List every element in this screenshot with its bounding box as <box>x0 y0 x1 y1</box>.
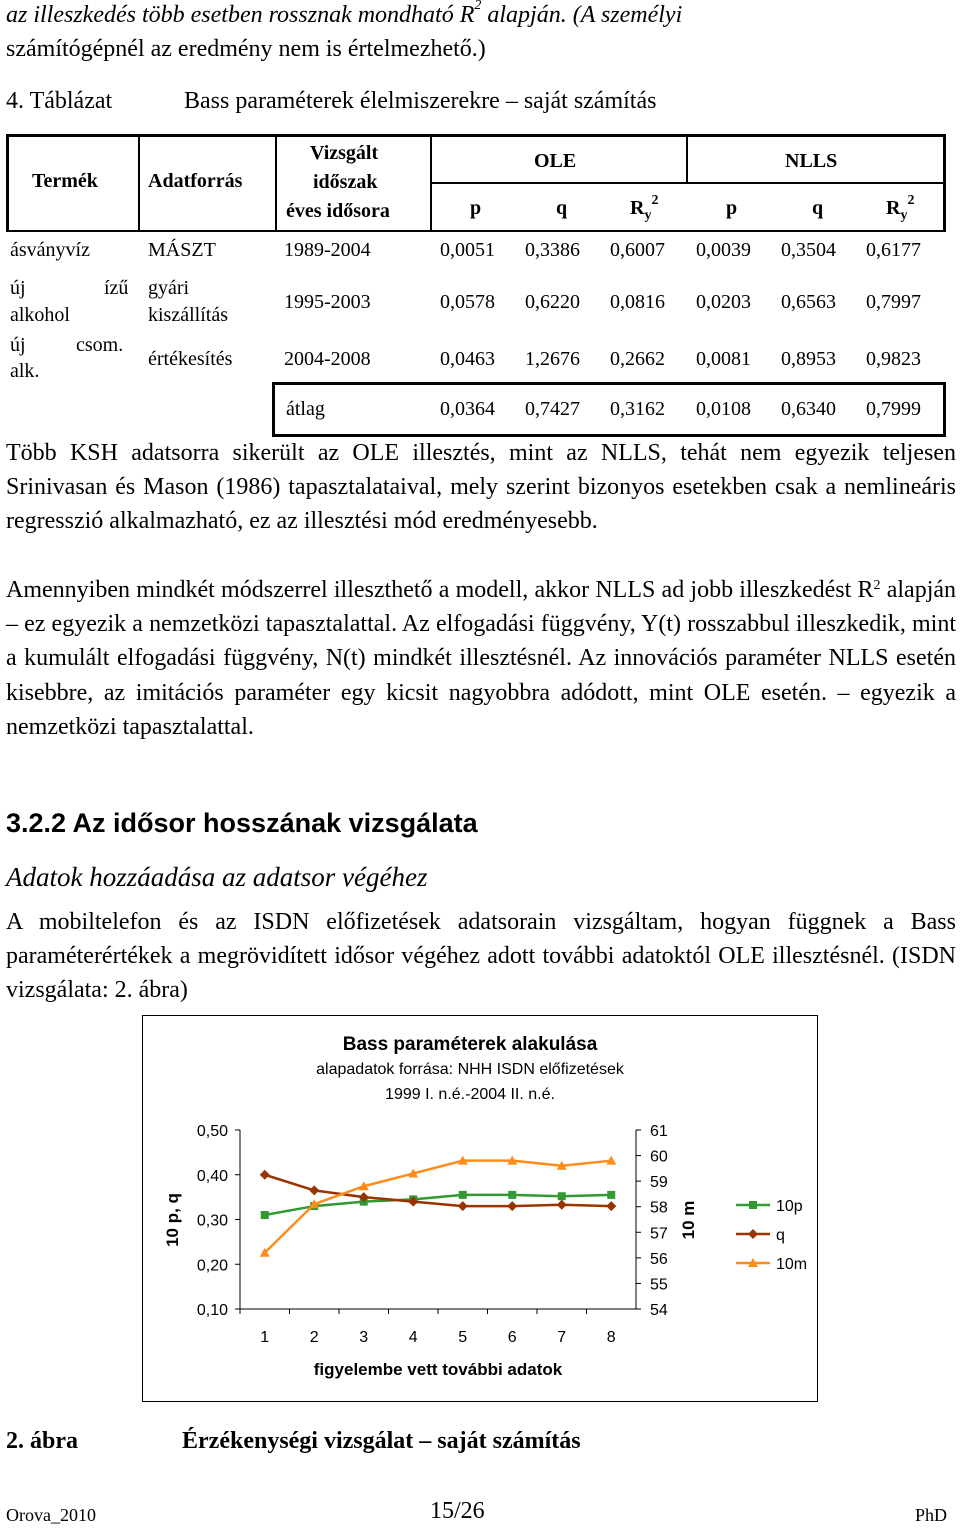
chart-y-right-label: 10 m <box>679 1200 698 1240</box>
chart-y-right-tick-label: 55 <box>650 1276 668 1294</box>
header-nlls: NLLS <box>785 150 838 172</box>
footer-page-number: 15/26 <box>430 1498 485 1524</box>
row3-ole-q: 1,2676 <box>525 348 580 370</box>
row3-termek-a: új <box>10 334 26 356</box>
bass-parameters-table <box>0 0 960 440</box>
row1-idoszak: 1989-2004 <box>284 239 371 261</box>
row1-nlls-r2: 0,6177 <box>866 239 921 261</box>
chart-y-left-label: 10 p, q <box>163 1193 182 1247</box>
header-ole-q: q <box>556 197 568 219</box>
row1-ole-q: 0,3386 <box>525 239 580 261</box>
intro-line-1b: alapján. (A személyi <box>481 2 683 28</box>
row3-idoszak: 2004-2008 <box>284 348 371 370</box>
chart-y-right-tick-label: 59 <box>650 1174 668 1192</box>
chart-x-tick-label: 5 <box>458 1329 468 1346</box>
avg-label: átlag <box>286 398 325 420</box>
chart-x-tick-label: 7 <box>557 1329 567 1346</box>
chart-x-tick-label: 8 <box>606 1329 616 1346</box>
row3-nlls-q: 0,8953 <box>781 348 836 370</box>
table-caption-title: Bass paraméterek élelmiszerekre – saját számítás <box>184 88 657 114</box>
row2-idoszak: 1995-2003 <box>284 291 371 313</box>
chart-x-tick-label: 4 <box>408 1329 418 1346</box>
chart-y-right-tick-label: 61 <box>650 1123 668 1140</box>
row3-forras: értékesítés <box>148 348 233 370</box>
avg-nlls-r2: 0,7999 <box>866 398 921 420</box>
chart-y-right-tick-label: 60 <box>650 1148 668 1166</box>
row3-termek-c: alk. <box>10 360 40 382</box>
figure-caption-number: 2. ábra <box>6 1428 78 1454</box>
row3-ole-p: 0,0463 <box>440 348 495 370</box>
chart-y-right-tick-label: 57 <box>650 1225 668 1243</box>
intro-line-2: számítógépnél az eredmény nem is értelmezhető.) <box>6 36 486 62</box>
chart-x-tick-label: 6 <box>507 1329 517 1346</box>
chart-x-tick-label: 2 <box>309 1329 319 1346</box>
row3-nlls-p: 0,0081 <box>696 348 751 370</box>
row2-nlls-r2: 0,7997 <box>866 291 921 313</box>
chart-subtitle-2: 1999 I. n.é.-2004 II. n.é. <box>385 1086 555 1103</box>
row1-ole-p: 0,0051 <box>440 239 495 261</box>
section-heading: 3.2.2 Az idősor hosszának vizsgálata <box>6 808 478 838</box>
row1-termek: ásványvíz <box>10 239 90 261</box>
row2-forras-a: gyári <box>148 277 190 299</box>
figure-caption-title: Érzékenységi vizsgálat – saját számítás <box>182 1428 581 1454</box>
row2-nlls-q: 0,6563 <box>781 291 836 313</box>
avg-ole-p: 0,0364 <box>440 398 495 420</box>
header-nlls-p: p <box>726 197 738 219</box>
row1-nlls-q: 0,3504 <box>781 239 836 261</box>
header-vizsgalt-2: időszak <box>313 171 378 193</box>
intro-line-1-sup: 2 <box>474 0 482 13</box>
paragraph-2: Amennyiben mindkét módszerrel illeszthető a modell, akkor NLLS ad jobb illeszkedést $R^2$ alapján – ez egyezik a nemzetközi tapasztalattal. Az elfogadási függvény, Y(t) rosszabbul illeszkedik, mint a kumulált elfogadási függvény, N(t) mindkét illesztésnél. Az innovációs paraméter NLLS esetén kisebbre, az imitációs paraméter egy kicsit nagyobbra adódott, mint OLE esetén. – egyezik a nemzetközi tapasztalattal. <box>6 577 957 740</box>
header-ole-p: p <box>470 197 482 219</box>
row2-termek-a: új <box>10 277 26 299</box>
avg-nlls-q: 0,6340 <box>781 398 836 420</box>
avg-ole-r2: 0,3162 <box>610 398 665 420</box>
avg-ole-q: 0,7427 <box>525 398 580 420</box>
header-ole: OLE <box>534 150 577 172</box>
row3-termek-b: csom. <box>76 334 124 356</box>
row2-ole-r2: 0,0816 <box>610 291 665 313</box>
chart-y-left-tick-label: 0,10 <box>196 1302 228 1319</box>
row2-nlls-p: 0,0203 <box>696 291 751 313</box>
row1-forras: MÁSZT <box>148 239 216 261</box>
chart-y-right-tick-label: 56 <box>650 1250 668 1268</box>
row2-forras-b: kiszállítás <box>148 304 228 326</box>
chart-legend-label-10m: 10m <box>776 1256 808 1273</box>
chart-y-left-tick-label: 0,30 <box>196 1212 228 1230</box>
row2-termek-c: alkohol <box>10 304 70 326</box>
chart-y-left-tick-label: 0,20 <box>196 1257 228 1275</box>
chart-y-right-tick-label: 54 <box>650 1302 668 1319</box>
chart-title: Bass paraméterek alakulása <box>342 1034 598 1055</box>
header-vizsgalt-1: Vizsgált <box>310 142 379 164</box>
chart-x-label: figyelembe vett további adatok <box>313 1360 563 1379</box>
row3-nlls-r2: 0,9823 <box>866 348 921 370</box>
header-nlls-r2: $R_y^2$ <box>886 193 915 223</box>
chart-y-left-tick-label: 0,40 <box>196 1167 228 1185</box>
header-adatforras: Adatforrás <box>148 170 243 192</box>
row2-ole-p: 0,0578 <box>440 291 495 313</box>
header-vizsgalt-3: éves idősora <box>286 200 390 222</box>
chart-x-tick-label: 1 <box>260 1329 270 1346</box>
row1-ole-r2: 0,6007 <box>610 239 665 261</box>
header-termek: Termék <box>32 170 98 192</box>
chart-y-left-tick-label: 0,50 <box>196 1123 228 1140</box>
chart-legend-label-10p: 10p <box>776 1198 803 1215</box>
row2-termek-b: ízű <box>104 277 129 299</box>
row1-nlls-p: 0,0039 <box>696 239 751 261</box>
row3-ole-r2: 0,2662 <box>610 348 665 370</box>
table-caption-number: 4. Táblázat <box>6 88 113 114</box>
intro-line-1a: az illeszkedés több esetben rossznak mondható R <box>6 2 475 28</box>
header-ole-r2: $R_y^2$ <box>630 193 659 223</box>
footer-right: PhD <box>915 1505 948 1525</box>
chart-x-tick-label: 3 <box>359 1329 369 1346</box>
header-nlls-q: q <box>812 197 824 219</box>
chart-y-right-tick-label: 58 <box>650 1199 668 1217</box>
paragraph-3: A mobiltelefon és az ISDN előfizetések adatsorain vizsgáltam, hogyan függnek a Bass paraméterértékek a megrövidített idősor végéhez adott további adatoktól OLE illesztésnél. (ISDN vizsgálata: 2. ábra) <box>6 909 956 1004</box>
chart-legend-label-q: q <box>776 1227 785 1244</box>
chart-subtitle-1: alapadatok forrása: NHH ISDN előfizetések <box>316 1061 624 1078</box>
paragraph-1: Több KSH adatsorra sikerült az OLE illesztés, mint az NLLS, tehát nem egyezik teljesen Srinivasan és Mason (1986) tapasztalataival, mely szerint bizonyos esetekben csak a nemlineáris regresszió alkalmazható, ez az illesztési mód eredményesebb. <box>6 440 956 535</box>
subheading: Adatok hozzáadása az adatsor végéhez <box>6 862 428 892</box>
avg-nlls-p: 0,0108 <box>696 398 751 420</box>
footer-left: Orova_2010 <box>6 1505 96 1525</box>
chart-frame <box>142 1015 818 1402</box>
row2-ole-q: 0,6220 <box>525 291 580 313</box>
